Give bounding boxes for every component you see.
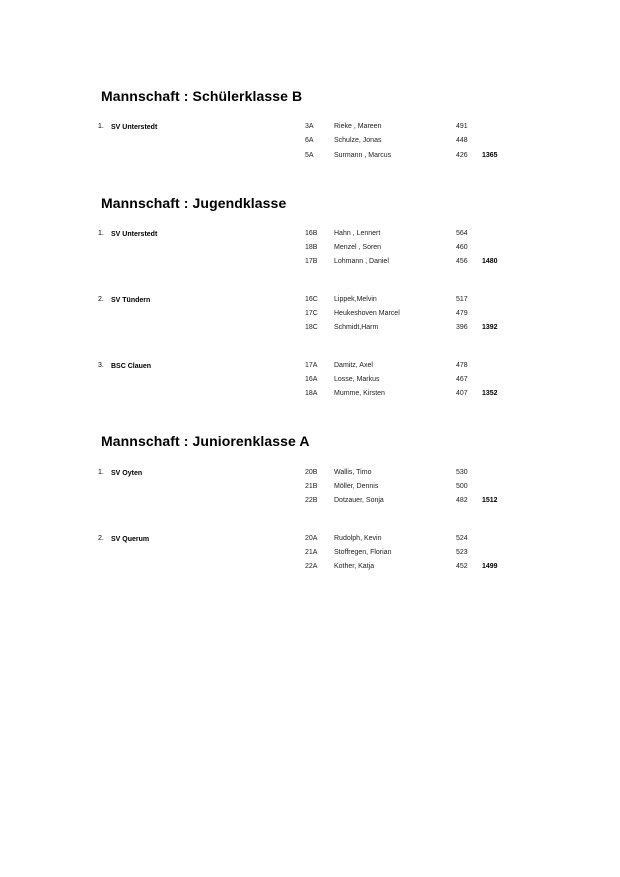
member-code: 18C <box>305 324 318 331</box>
member-code: 17B <box>305 258 318 265</box>
team-rank: 3. <box>98 362 104 369</box>
team-club: BSC Clauen <box>111 363 152 370</box>
member-code: 21A <box>305 549 318 556</box>
member-code: 21B <box>305 483 318 490</box>
member-code: 6A <box>305 137 314 144</box>
team-total: 1365 <box>482 152 498 159</box>
member-score: 479 <box>456 310 468 317</box>
member-score: 530 <box>456 469 468 476</box>
member-score: 500 <box>456 483 468 490</box>
member-name: Lippek,Melvin <box>334 296 377 303</box>
member-code: 17A <box>305 362 318 369</box>
team-rank: 1. <box>98 123 104 130</box>
member-score: 523 <box>456 549 468 556</box>
member-name: Möller, Dennis <box>334 483 379 490</box>
member-name: Rieke , Mareen <box>334 123 382 130</box>
team-rank: 2. <box>98 296 104 303</box>
team-total: 1352 <box>482 390 498 397</box>
category-heading: Mannschaft : Schülerklasse B <box>101 88 303 104</box>
member-score: 426 <box>456 152 468 159</box>
member-code: 20A <box>305 535 318 542</box>
team-rank: 1. <box>98 230 104 237</box>
member-score: 452 <box>456 563 468 570</box>
member-name: Wallis, Timo <box>334 469 372 476</box>
member-score: 456 <box>456 258 468 265</box>
member-score: 448 <box>456 137 468 144</box>
team-rank: 2. <box>98 535 104 542</box>
member-name: Stoffregen, Florian <box>334 549 392 556</box>
team-club: SV Oyten <box>111 470 143 477</box>
member-code: 22A <box>305 563 318 570</box>
member-name: Rudolph, Kevin <box>334 535 382 542</box>
member-code: 16A <box>305 376 318 383</box>
member-code: 3A <box>305 123 314 130</box>
member-score: 524 <box>456 535 468 542</box>
member-name: Menzel , Soren <box>334 244 382 251</box>
member-code: 16B <box>305 230 318 237</box>
member-name: Lohmann , Daniel <box>334 258 389 265</box>
team-total: 1499 <box>482 563 498 570</box>
team-total: 1392 <box>482 324 498 331</box>
member-score: 396 <box>456 324 468 331</box>
member-score: 478 <box>456 362 468 369</box>
member-score: 491 <box>456 123 468 130</box>
member-name: Kother, Katja <box>334 563 375 570</box>
member-name: Damitz, Axel <box>334 362 373 369</box>
category-heading: Mannschaft : Jugendklasse <box>101 195 287 211</box>
team-total: 1512 <box>482 497 498 504</box>
member-name: Schulze, Jonas <box>334 137 382 144</box>
member-code: 18B <box>305 244 318 251</box>
member-score: 467 <box>456 376 468 383</box>
team-club: SV Unterstedt <box>111 124 158 131</box>
member-code: 5A <box>305 152 314 159</box>
member-name: Losse, Markus <box>334 376 380 383</box>
member-code: 22B <box>305 497 318 504</box>
member-name: Hahn , Lennert <box>334 230 381 237</box>
member-code: 16C <box>305 296 318 303</box>
member-score: 517 <box>456 296 468 303</box>
team-club: SV Unterstedt <box>111 231 158 238</box>
member-score: 407 <box>456 390 468 397</box>
member-score: 564 <box>456 230 468 237</box>
member-name: Mumme, Kirsten <box>334 390 385 397</box>
member-score: 482 <box>456 497 468 504</box>
team-total: 1480 <box>482 258 498 265</box>
member-name: Surmann , Marcus <box>334 152 392 159</box>
member-name: Schmidt,Harm <box>334 324 379 331</box>
member-code: 20B <box>305 469 318 476</box>
team-club: SV Querum <box>111 536 150 543</box>
team-rank: 1. <box>98 469 104 476</box>
member-code: 18A <box>305 390 318 397</box>
member-name: Heukeshoven Marcel <box>334 310 400 317</box>
category-heading: Mannschaft : Juniorenklasse A <box>101 433 310 449</box>
member-name: Dotzauer, Sonja <box>334 497 384 504</box>
member-code: 17C <box>305 310 318 317</box>
member-score: 460 <box>456 244 468 251</box>
team-club: SV Tündern <box>111 297 151 304</box>
